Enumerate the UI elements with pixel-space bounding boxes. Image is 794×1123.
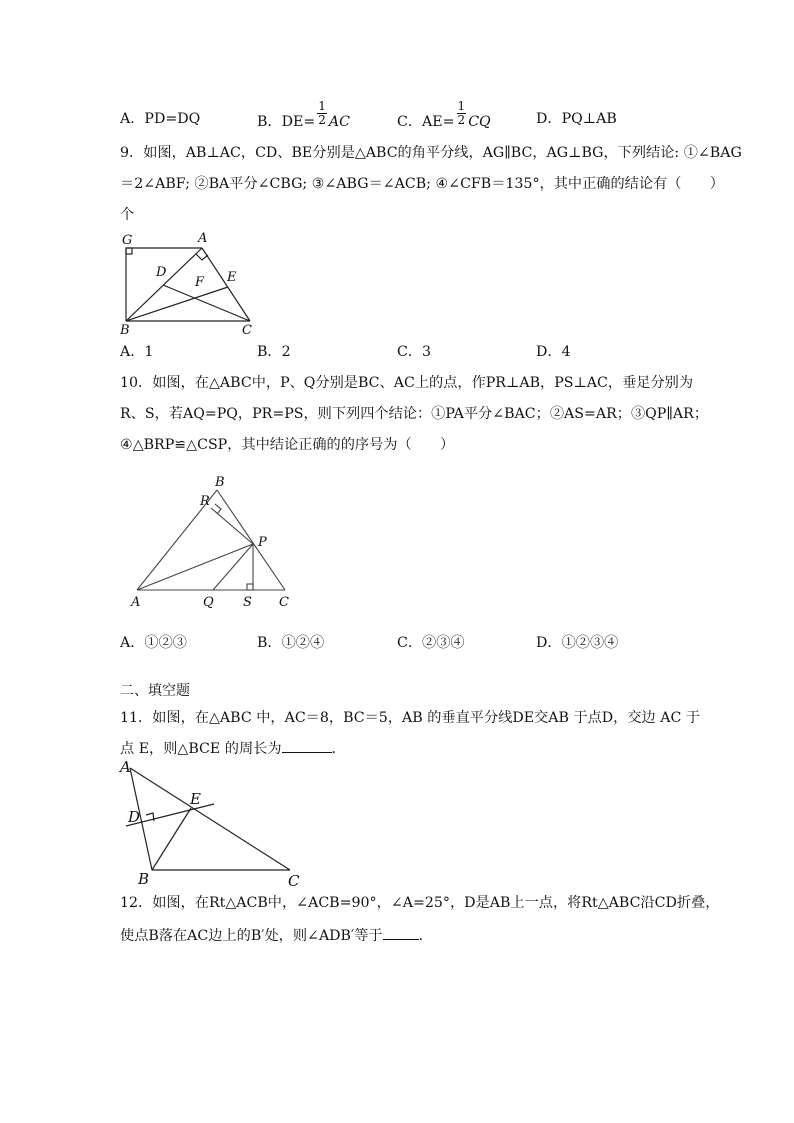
fraction-denominator: 2 [457, 113, 466, 127]
right-angle-mark-s [247, 584, 253, 590]
label-s: S [243, 595, 252, 610]
q10-option-a: A．①②③ [120, 635, 187, 651]
label-b: B [120, 323, 130, 336]
label-e: E [227, 270, 237, 285]
fraction-numerator: 1 [318, 99, 326, 113]
q8-option-c-prefix: C．AE= [397, 113, 455, 130]
q10-option-d: D．①②③④ [536, 635, 619, 651]
label-r: R [200, 494, 210, 509]
q10-option-c: C．②③④ [397, 635, 465, 651]
label-c: C [288, 872, 300, 890]
segment-qp [213, 544, 253, 590]
q10-text-line3: ④△BRP≌△CSP，其中结论正确的的序号为（ ） [120, 437, 455, 453]
q9-text-line1: 9．如图，AB⊥AC，CD、BE分别是△ABC的角平分线，AG∥BC，AG⊥BG，下列结论: ①∠BAG [120, 145, 742, 161]
q12-text-line2-main: 使点B落在AC边上的B′处，则∠ADB′等于 [120, 928, 383, 944]
q9-option-b: B．2 [257, 344, 291, 360]
q9-figure [110, 228, 270, 336]
label-c: C [279, 595, 289, 610]
label-c: C [242, 323, 252, 336]
answer-blank[interactable] [383, 925, 419, 940]
q12-text-line2-end: ． [418, 928, 433, 944]
fraction [317, 100, 327, 127]
q8-option-b-prefix: B．DE= [257, 113, 316, 130]
q12-text-line1: 12．如图，在Rt△ACB中，∠ACB=90°，∠A=25°，D是AB上一点，将Rt△ABC沿CD折叠， [120, 895, 720, 911]
fraction [457, 100, 467, 127]
q11-text-line2-end: ． [331, 741, 346, 757]
segment-cd [163, 285, 250, 321]
q11-text-line2 [120, 738, 346, 759]
label-p: P [258, 535, 267, 550]
q8-option-d: D．PQ⊥AB [536, 111, 617, 127]
segment-be [152, 808, 191, 870]
right-angle-mark-g [126, 248, 132, 254]
q9-option-d: D．4 [536, 344, 571, 360]
label-a: A [198, 231, 208, 246]
q8-option-b-suffix: AC [328, 113, 350, 130]
label-q: Q [203, 595, 214, 610]
q11-text-line2-main: 点 E，则△BCE 的周长为 [120, 741, 282, 757]
label-e: E [190, 790, 201, 808]
q9-text-line3: 个 [120, 207, 135, 223]
q8-option-a: A．PD=DQ [120, 111, 201, 127]
q10-option-b: B．①②④ [257, 635, 325, 651]
label-b: B [138, 870, 150, 888]
q8-option-b [257, 99, 350, 130]
segment-ap [137, 544, 253, 590]
label-b: B [215, 475, 225, 490]
q10-figure [125, 470, 300, 612]
label-d: D [128, 808, 141, 826]
q9-option-c: C．3 [397, 344, 432, 360]
q8-option-c [397, 99, 491, 130]
q9-text-line2: ＝2∠ABF; ②BA平分∠CBG; ③∠ABG＝∠ACB; ④∠CFB＝135°，其中正确的结论有（ ） [120, 176, 724, 192]
answer-blank[interactable] [282, 738, 332, 753]
segment-ac [202, 248, 250, 321]
label-a: A [131, 595, 141, 610]
q8-option-c-suffix: CQ [468, 113, 491, 130]
fraction-denominator: 2 [318, 113, 326, 127]
q9-option-a: A．1 [120, 344, 154, 360]
q12-text-line2 [120, 925, 433, 946]
q10-text-line1: 10．如图，在△ABC中，P、Q分别是BC、AC上的点，作PR⊥AB，PS⊥AC，垂足分别为 [120, 375, 694, 391]
q11-figure [112, 758, 312, 890]
q11-text-line1: 11．如图，在△ABC 中，AC＝8，BC＝5，AB 的垂直平分线DE交AB 于点D，交边 AC 于 [120, 710, 701, 726]
label-g: G [122, 233, 133, 248]
fraction-numerator: 1 [457, 99, 466, 113]
section-title: 二、填空题 [120, 683, 190, 699]
label-f: F [195, 275, 205, 290]
segment-be [126, 287, 228, 321]
label-a: A [120, 758, 131, 776]
segment-ab [126, 248, 202, 321]
label-d: D [156, 265, 167, 280]
segment-bc [217, 490, 285, 590]
q10-text-line2: R、S，若AQ=PQ，PR=PS，则下列四个结论：①PA平分∠BAC；②AS=AR；③QP∥AR； [120, 406, 709, 422]
